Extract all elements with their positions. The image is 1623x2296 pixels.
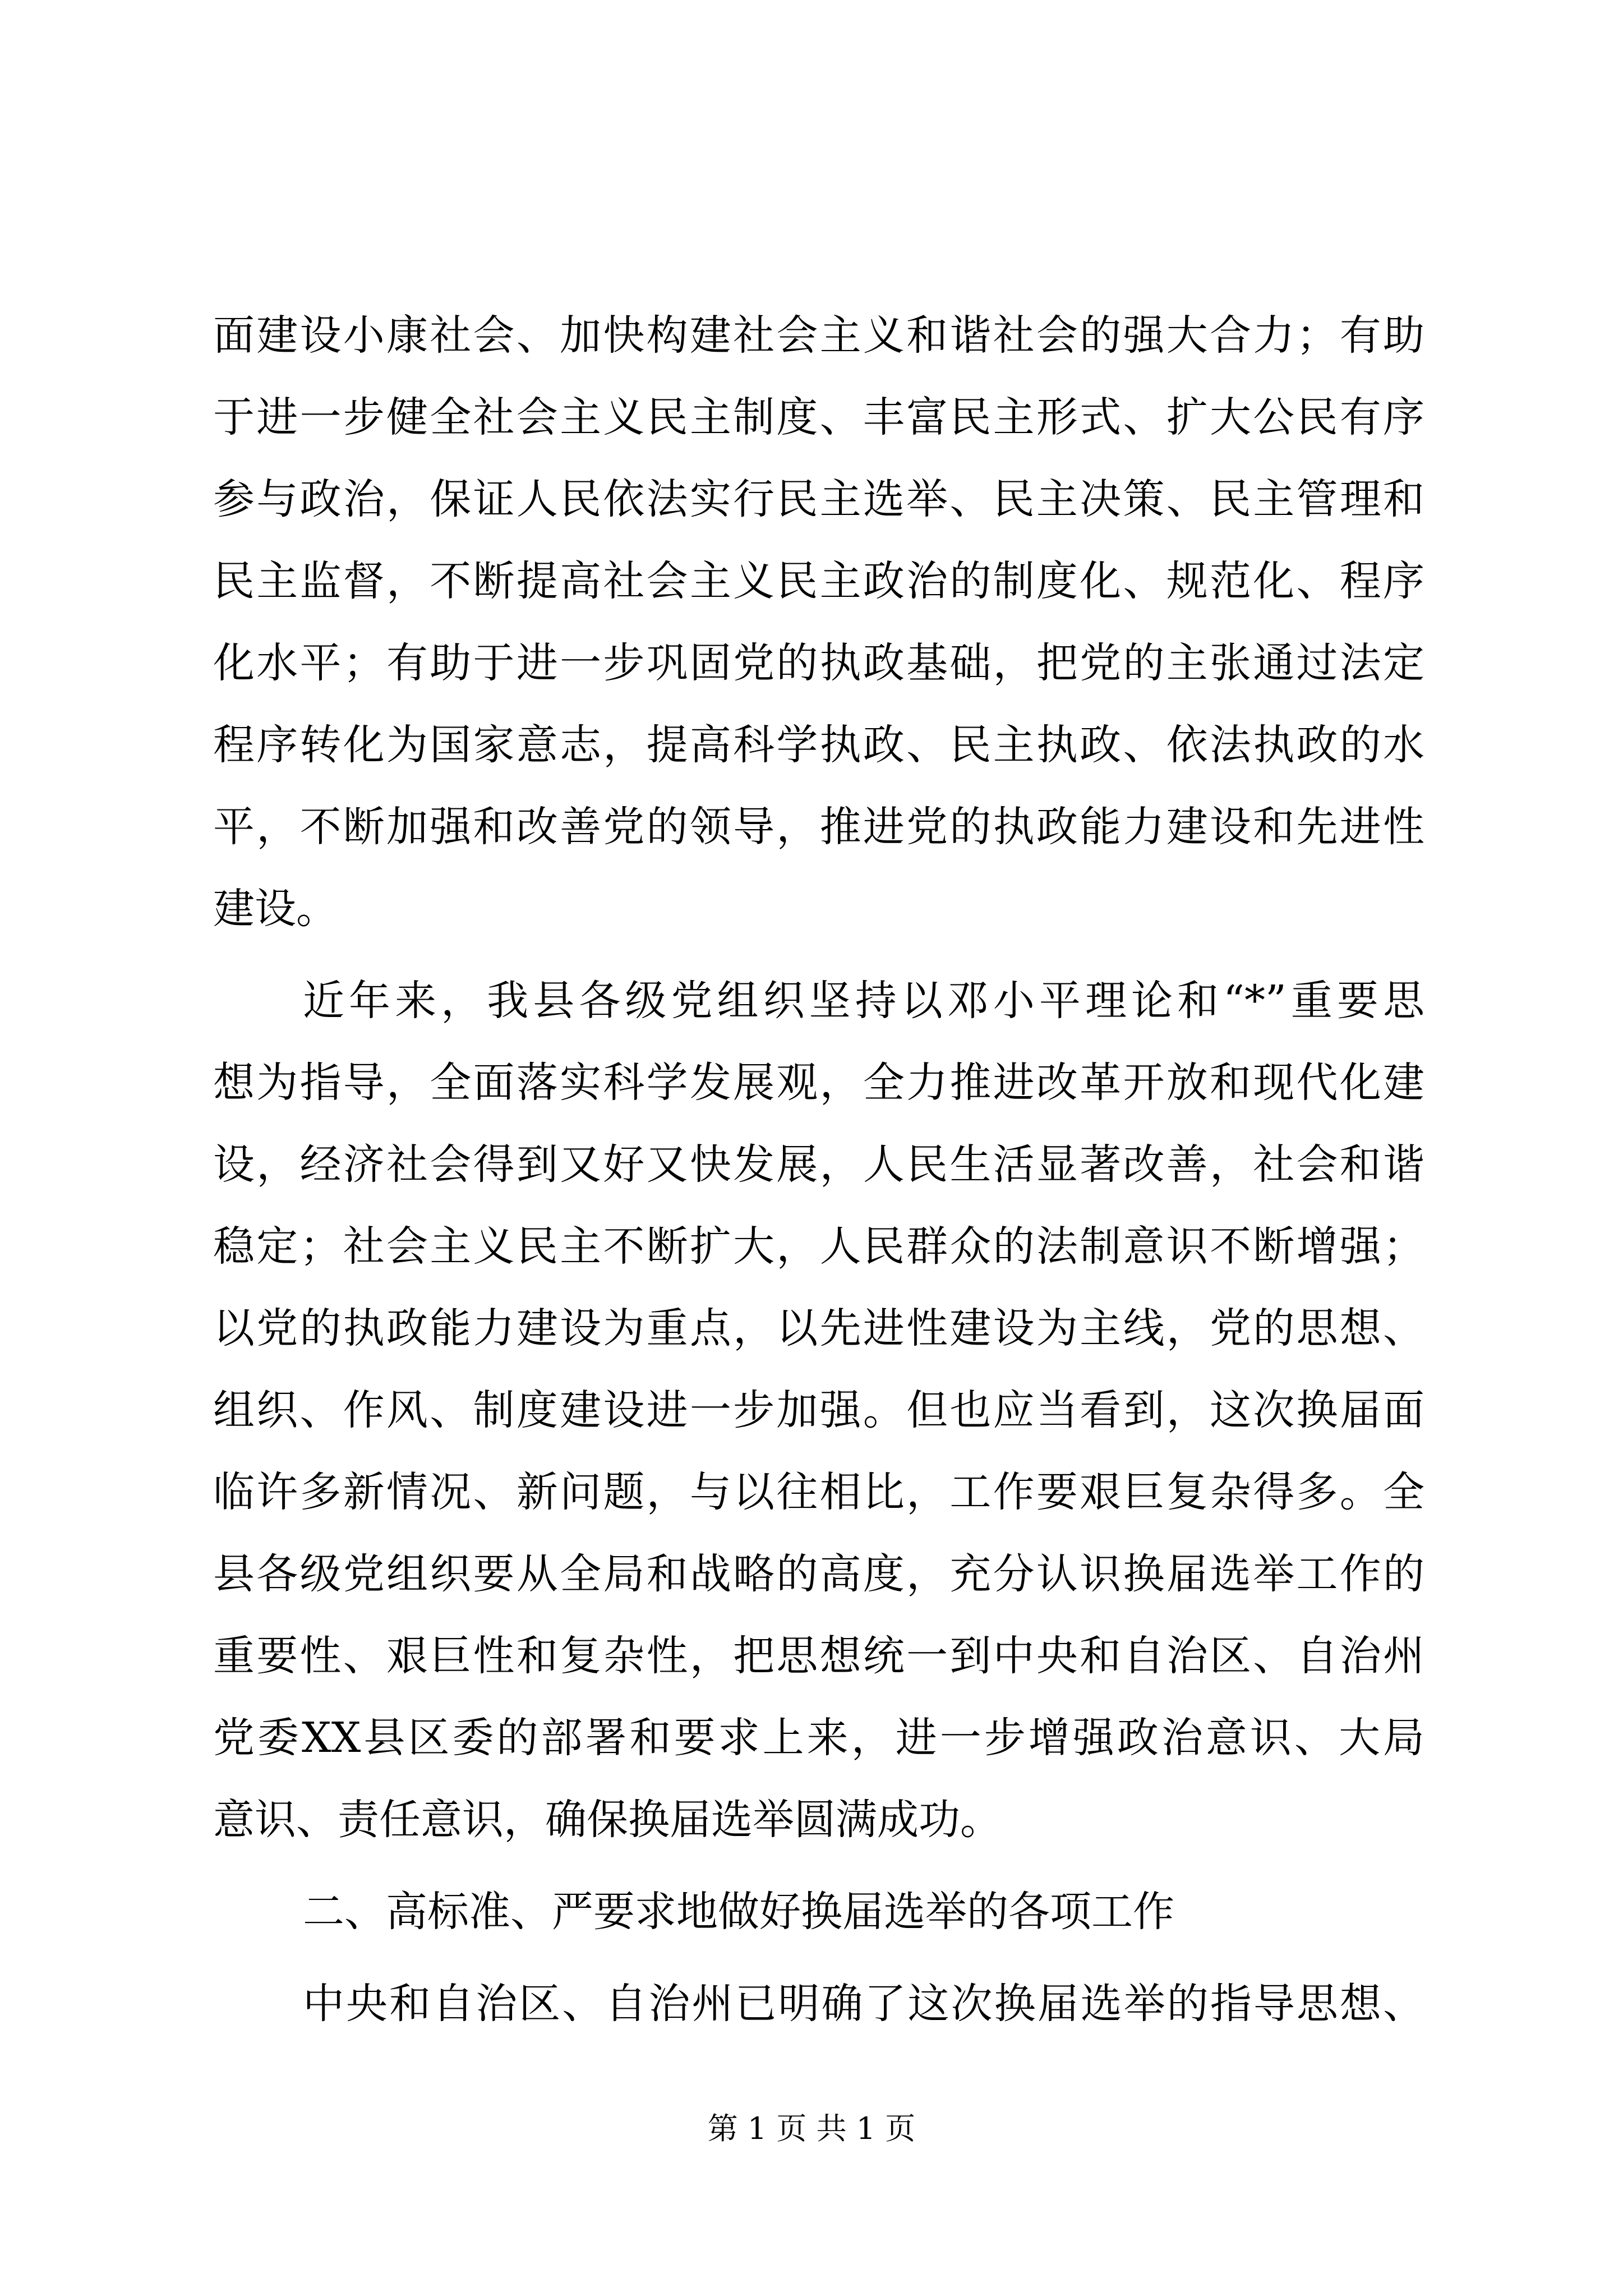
section-heading: 二、高标准、严要求地做好换届选举的各项工作 xyxy=(303,1888,1174,1936)
text-line: 于进一步健全社会主义民主制度、丰富民主形式、扩大公民有序 xyxy=(213,393,1424,441)
page-footer: 第 1 页 共 1 页 xyxy=(707,2111,916,2146)
paragraph-first-line: 近年来，我县各级党组织坚持以邓小平理论和“*”重要思 xyxy=(303,977,1424,1025)
text-line: 想为指导，全面落实科学发展观，全力推进改革开放和现代化建 xyxy=(213,1059,1424,1107)
text-line: 平，不断加强和改善党的领导，推进党的执政能力建设和先进性 xyxy=(213,803,1424,851)
text-line: 参与政治，保证人民依法实行民主选举、民主决策、民主管理和 xyxy=(213,475,1424,523)
text-line: 临许多新情况、新问题，与以往相比，工作要艰巨复杂得多。全 xyxy=(213,1468,1424,1516)
text-line: 设，经济社会得到又好又快发展，人民生活显著改善，社会和谐 xyxy=(213,1140,1424,1189)
text-line: 民主监督，不断提高社会主义民主政治的制度化、规范化、程序 xyxy=(213,557,1424,605)
text-line: 组织、作风、制度建设进一步加强。但也应当看到，这次换届面 xyxy=(213,1386,1424,1434)
text-line: 稳定；社会主义民主不断扩大，人民群众的法制意识不断增强； xyxy=(213,1222,1424,1271)
text-line: 面建设小康社会、加快构建社会主义和谐社会的强大合力；有助 xyxy=(213,311,1424,360)
text-line: 以党的执政能力建设为重点，以先进性建设为主线，党的思想、 xyxy=(213,1304,1424,1352)
text-line: 县各级党组织要从全局和战略的高度，充分认识换届选举工作的 xyxy=(213,1550,1424,1598)
text-line: 意识、责任意识，确保换届选举圆满成功。 xyxy=(213,1796,1002,1844)
document-body xyxy=(213,295,1424,2045)
text-line: 建设。 xyxy=(213,885,338,933)
paragraph-first-line: 中央和自治区、自治州已明确了这次换届选举的指导思想、 xyxy=(303,1980,1424,2028)
text-line: 党委XX县区委的部署和要求上来，进一步增强政治意识、大局 xyxy=(213,1714,1424,1762)
text-line: 重要性、艰巨性和复杂性，把思想统一到中央和自治区、自治州 xyxy=(213,1632,1424,1680)
text-line: 程序转化为国家意志，提高科学执政、民主执政、依法执政的水 xyxy=(213,721,1424,769)
text-line: 化水平；有助于进一步巩固党的执政基础，把党的主张通过法定 xyxy=(213,639,1424,687)
